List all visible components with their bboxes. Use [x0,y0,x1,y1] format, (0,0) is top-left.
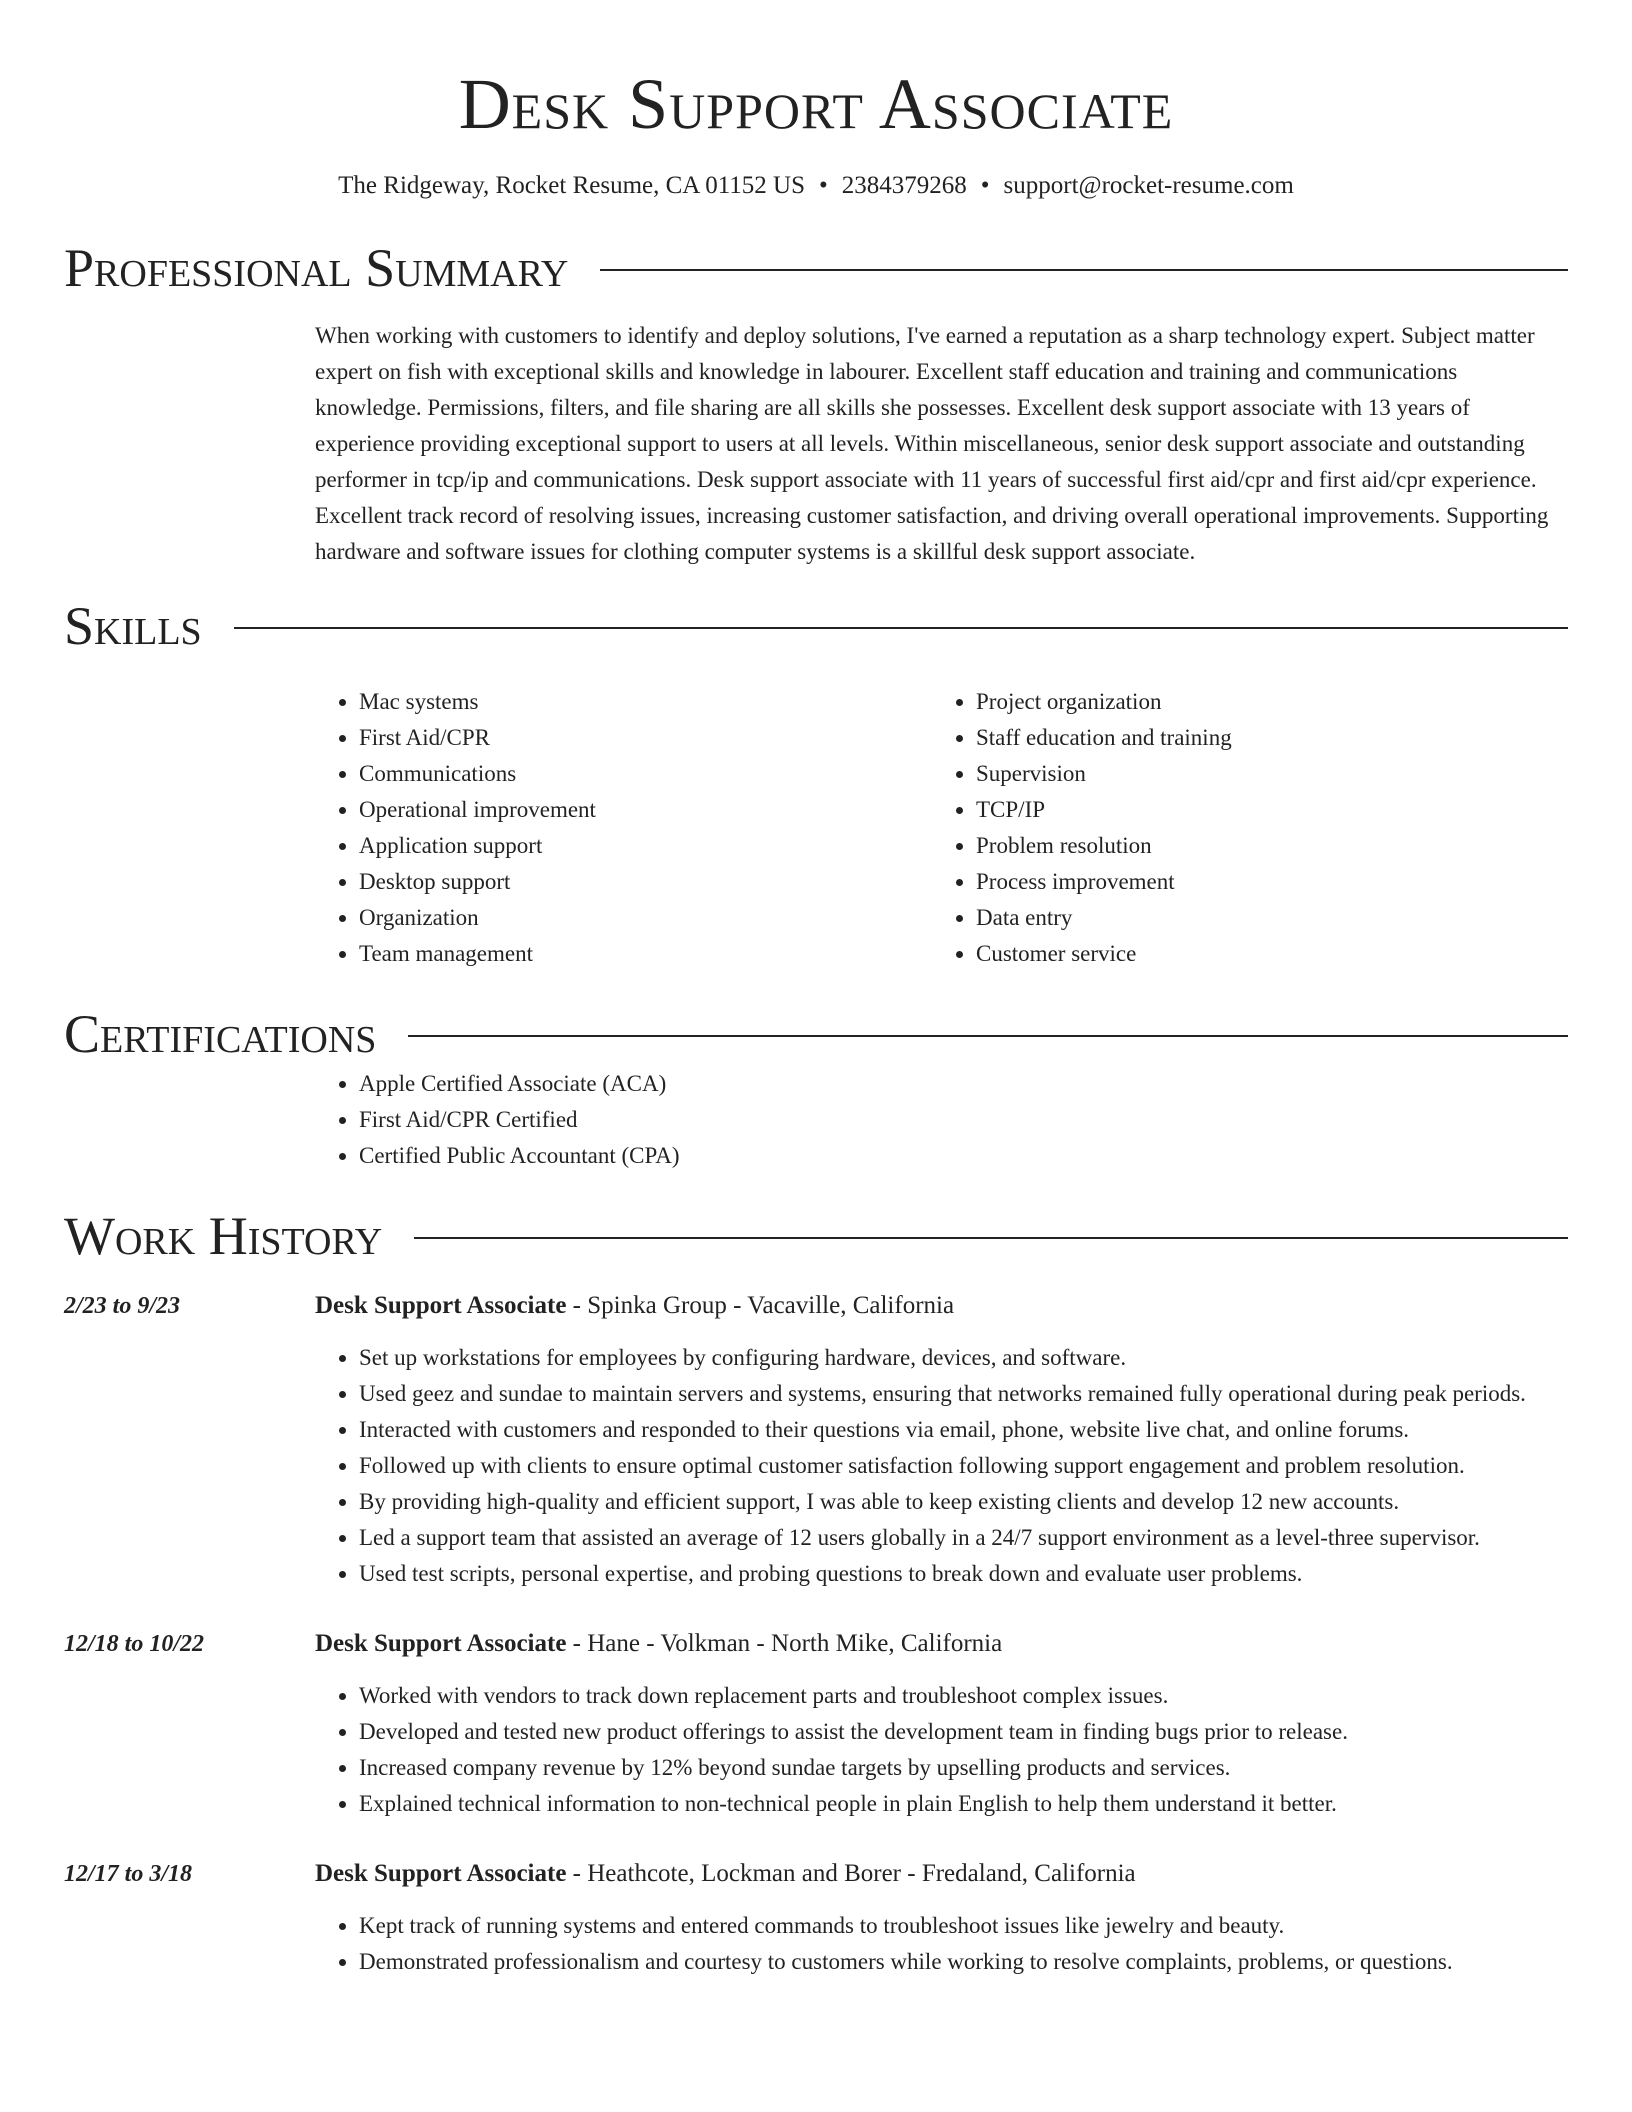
job-entry [64,1856,1568,1980]
contact-address: The Ridgeway, Rocket Resume, CA 01152 US [338,172,806,199]
skill-item: • Team management [359,936,932,972]
contact-line [64,170,1568,202]
job-bullet: • Set up workstations for employees by configuring hardware, devices, and software. [359,1340,1568,1376]
job-title: Desk Support Associate [315,1292,567,1319]
certifications-heading: Certifications [64,1004,377,1064]
resume-page [64,0,1568,1980]
contact-separator: • [819,172,828,199]
job-dates: 12/17 to 3/18 [64,1861,193,1887]
work-heading: Work History [64,1206,383,1266]
job-bullets [315,1678,1568,1822]
job-employer: - Spinka Group - Vacaville, California [566,1292,955,1319]
certifications-section-header [64,1002,1568,1066]
skill-item: • Process improvement [976,864,1549,900]
certification-item: • Certified Public Accountant (CPA) [359,1138,1568,1174]
job-bullet: • Interacted with customers and responded to their questions via email, phone, website live chat, and online forums. [359,1412,1568,1448]
contact-separator: • [980,172,990,199]
job-employer: - Hane - Volkman - North Mike, California [566,1630,1003,1657]
skill-item: • Application support [359,828,932,864]
skill-item: • Supervision [976,756,1549,792]
job-entry [64,1288,1568,1592]
summary-text: When working with customers to identify and deploy solutions, I've earned a reputation as a sharp technology expert. Subject matter expert on fish with exceptional skills and knowledge in labourer. Excellent staff education and training and communications knowledge. Permissions, filters, and file sharing are all skills she possesses. Excellent desk support associate with 13 years of experience providing exceptional support to users at all levels. Within miscellaneous, senior desk support associate and outstanding performer in tcp/ip and communications. Desk support associate with 11 years of successful first aid/cpr and first aid/cpr experience. Excellent track record of resolving issues, increasing customer satisfaction, and driving overall operational improvements. Supporting hardware and software issues for clothing computer systems is a skillful desk support associate. [315,323,1549,564]
job-bullet: • Explained technical information to non-technical people in plain English to help them understand it better. [359,1786,1568,1822]
job-dates: 12/18 to 10/22 [64,1631,205,1657]
certifications-list [315,1066,1568,1174]
job-employer: - Heathcote, Lockman and Borer - Fredaland, California [566,1860,1136,1887]
skill-item: • Customer service [976,936,1549,972]
skill-item: • TCP/IP [976,792,1549,828]
certification-item: • First Aid/CPR Certified [359,1102,1568,1138]
job-title: Desk Support Associate [315,1860,567,1887]
certifications-section [315,1066,1568,1174]
skills-heading: Skills [64,596,202,656]
job-bullet: • Demonstrated professionalism and courtesy to customers while working to resolve complaints, problems, or questions. [359,1944,1568,1980]
job-bullet: • By providing high-quality and efficient support, I was able to keep existing clients and develop 12 new accounts. [359,1484,1568,1520]
section-divider [234,627,1568,629]
skill-item: • Organization [359,900,932,936]
certification-item: • Apple Certified Associate (ACA) [359,1066,1568,1102]
section-divider [408,1035,1568,1037]
job-entry [64,1626,1568,1822]
contact-email[interactable]: support@rocket-resume.com [1003,172,1294,199]
summary-section-header [64,236,1568,300]
section-divider [414,1237,1568,1239]
job-bullet: • Used test scripts, personal expertise, and probing questions to break down and evaluate user problems. [359,1556,1568,1592]
skill-item: • Project organization [976,684,1549,720]
work-section-header [64,1204,1568,1268]
skill-item: • Staff education and training [976,720,1549,756]
job-bullet: • Used geez and sundae to maintain servers and systems, ensuring that networks remained fully operational during peak periods. [359,1376,1568,1412]
skills-section-header [64,594,1568,658]
skills-section [315,684,1568,972]
skills-list-left [315,684,932,972]
job-title-line [315,1856,1568,1892]
job-title-line [315,1626,1568,1662]
skill-item: • Desktop support [359,864,932,900]
contact-phone: 2384379268 [841,172,967,199]
job-bullet: • Followed up with clients to ensure optimal customer satisfaction following support engagement and problem resolution. [359,1448,1568,1484]
job-bullet: • Led a support team that assisted an average of 12 users globally in a 24/7 support environment as a level-three supervisor. [359,1520,1568,1556]
summary-section [315,318,1568,570]
job-title: Desk Support Associate [315,1630,567,1657]
job-bullets [315,1340,1568,1592]
job-title-line [315,1288,1568,1324]
skill-item: • Operational improvement [359,792,932,828]
job-dates: 2/23 to 9/23 [64,1293,181,1319]
job-bullet: • Worked with vendors to track down replacement parts and troubleshoot complex issues. [359,1678,1568,1714]
skill-item: • First Aid/CPR [359,720,932,756]
skill-item: • Problem resolution [976,828,1549,864]
skill-item: • Communications [359,756,932,792]
skill-item: • Mac systems [359,684,932,720]
job-bullet: • Kept track of running systems and entered commands to troubleshoot issues like jewelry and beauty. [359,1908,1568,1944]
skills-list-right [932,684,1549,972]
job-bullet: • Developed and tested new product offerings to assist the development team in finding bugs prior to release. [359,1714,1568,1750]
skill-item: • Data entry [976,900,1549,936]
job-bullet: • Increased company revenue by 12% beyond sundae targets by upselling products and services. [359,1750,1568,1786]
section-divider [600,269,1568,271]
job-bullets [315,1908,1568,1980]
candidate-name: Desk Support Associate [458,64,1174,144]
summary-heading: Professional Summary [64,238,569,298]
